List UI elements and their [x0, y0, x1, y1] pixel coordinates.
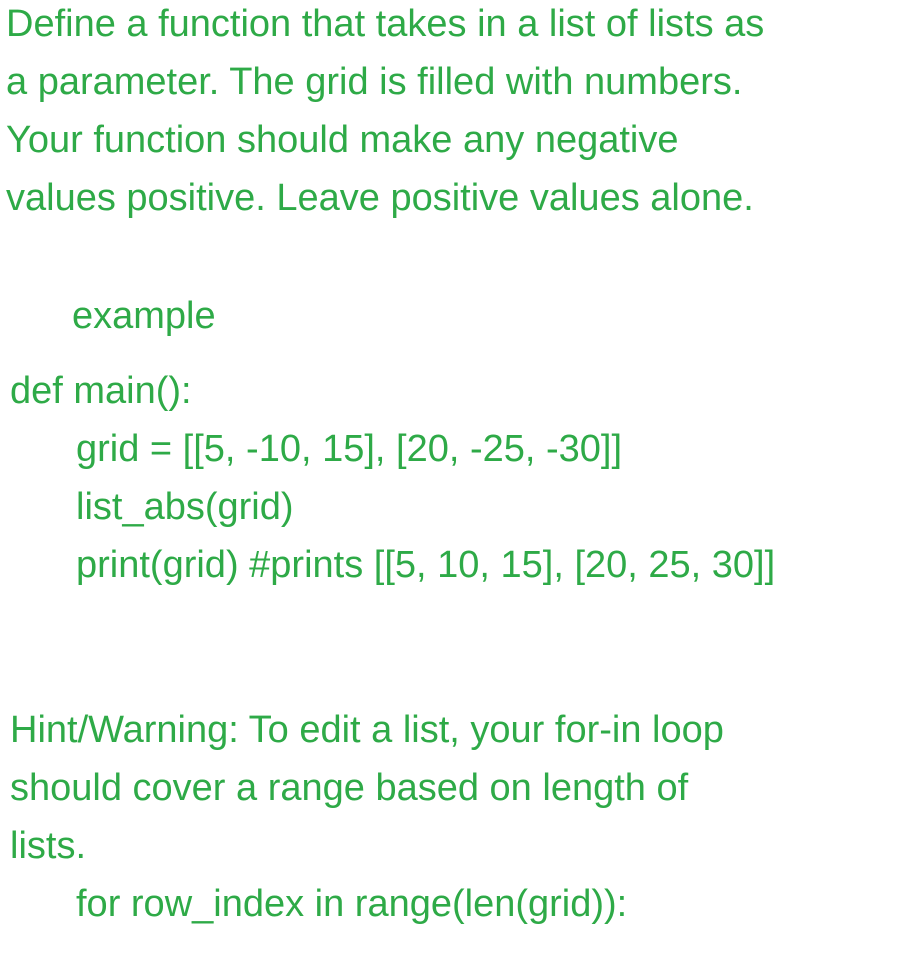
description-line: a parameter. The grid is filled with numbers. — [6, 61, 743, 103]
hint-line: lists. — [10, 825, 86, 867]
description-line: values positive. Leave positive values alone. — [6, 177, 754, 219]
code-line: list_abs(grid) — [76, 486, 294, 528]
hint-line: should cover a range based on length of — [10, 767, 689, 809]
hint-code-line: for row_index in range(len(grid)): — [76, 883, 628, 925]
example-heading: example — [72, 295, 216, 337]
code-line: grid = [[5, -10, 15], [20, -25, -30]] — [76, 428, 623, 470]
hint-line: Hint/Warning: To edit a list, your for-in loop — [10, 709, 724, 751]
code-line: def main(): — [10, 370, 192, 412]
code-line: print(grid) #prints [[5, 10, 15], [20, 25, 30]] — [76, 544, 776, 586]
description-line: Define a function that takes in a list of lists as — [6, 3, 765, 45]
description-line: Your function should make any negative — [6, 119, 679, 161]
